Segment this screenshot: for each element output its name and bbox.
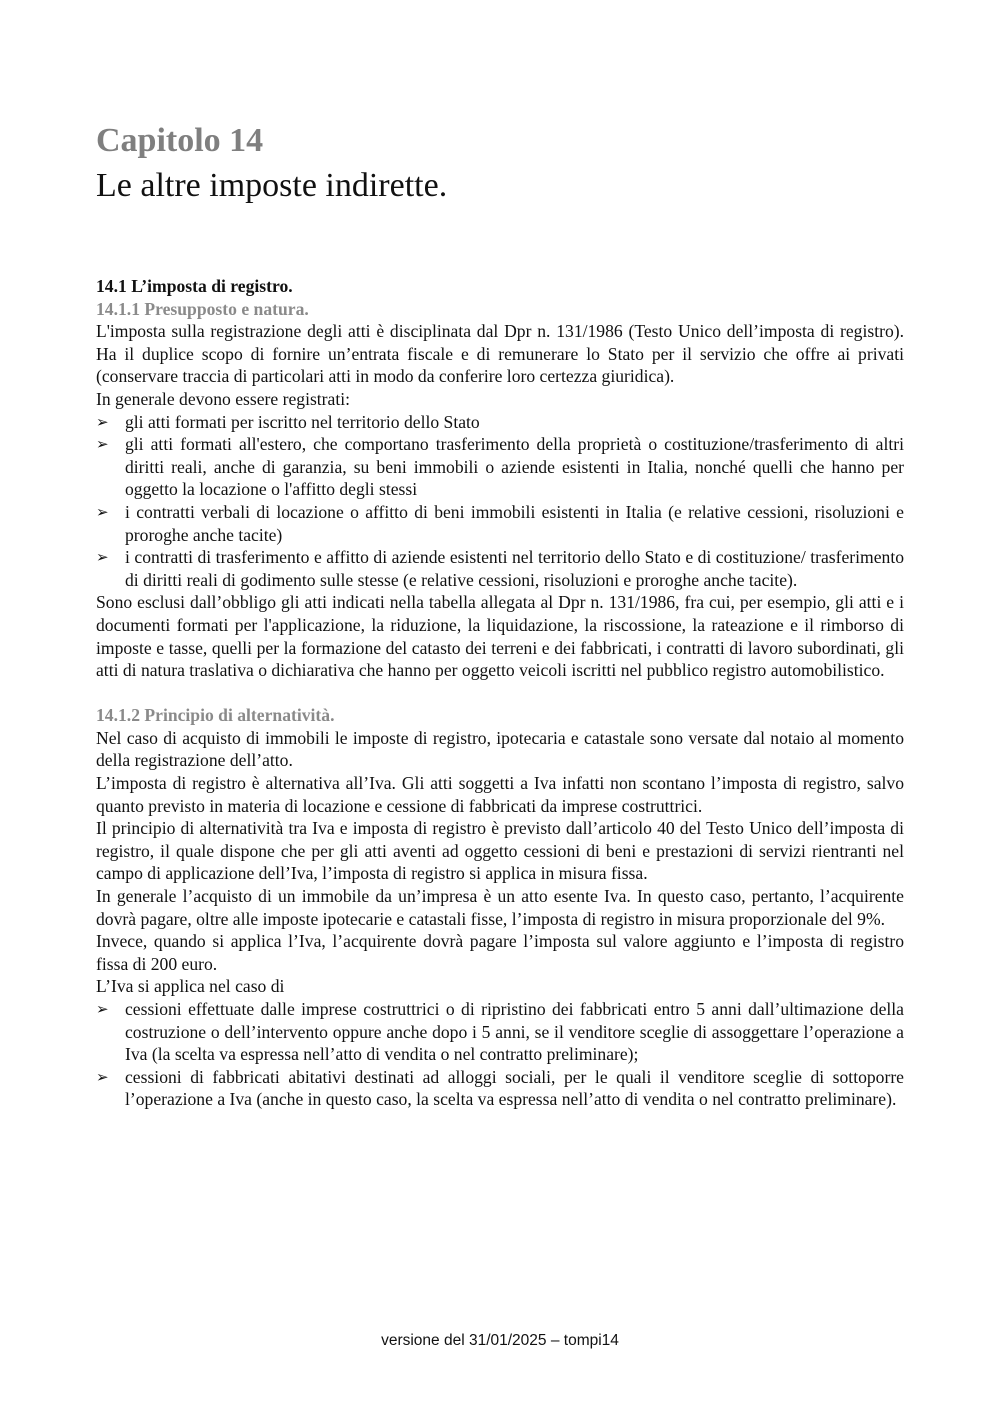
subsection-heading: 14.1.1 Presupposto e natura. bbox=[96, 298, 309, 319]
paragraph: Invece, quando si applica l’Iva, l’acquirente dovrà pagare l’imposta sul valore aggiunto e l’imposta di registro fissa di 200 euro. bbox=[96, 931, 904, 974]
chapter-number: Capitolo 14 bbox=[96, 122, 264, 159]
arrowhead-bullet-icon: ➢ bbox=[96, 1000, 109, 1018]
list-item-text: gli atti formati all'estero, che comportano trasferimento della proprietà o costituzione/trasferimento di altri diritti reali, anche di garanzia, su beni immobili o aziende esistenti in Italia, nonché quelli che hanno per oggetto la locazione o l'affitto degli stessi bbox=[125, 434, 904, 500]
paragraph: Sono esclusi dall’obbligo gli atti indicati nella tabella allegata al Dpr n. 131/1986, fra cui, per esempio, gli atti e i documenti formati per l'applicazione, la riduzione, la liquidazione, la riscossione, la rateazione e il rimborso di imposte e tasse, quelli per la formazione del catasto dei terreni e dei fabbricati, i contratti di lavoro subordinati, gli atti di natura traslativa o dichiarativa che hanno per oggetto veicoli iscritti nel pubblico registro automobilistico. bbox=[96, 592, 904, 681]
chapter-title: Le altre imposte indirette. bbox=[96, 167, 448, 204]
subsection-heading: 14.1.2 Principio di alternatività. bbox=[96, 705, 335, 726]
section-heading: 14.1 L’imposta di registro. bbox=[96, 276, 293, 296]
paragraph: L’imposta di registro è alternativa all’Iva. Gli atti soggetti a Iva infatti non scontano l’imposta di registro, salvo quanto previsto in materia di locazione e cessione di fabbricati da imprese costruttrici. bbox=[96, 773, 904, 816]
document-body bbox=[96, 275, 904, 1111]
paragraph: In generale l’acquisto di un immobile da un’impresa è un atto esente Iva. In questo caso, pertanto, l’acquirente dovrà pagare, oltre alle imposte ipotecarie e catastali fisse, l’imposta di registro in misura proporzionale del 9%. bbox=[96, 886, 904, 929]
arrowhead-bullet-icon: ➢ bbox=[96, 1067, 109, 1086]
list-item bbox=[96, 501, 904, 546]
list-item-text: i contratti di trasferimento e affitto di aziende esistenti nel territorio dello Stato e di costituzione/ trasferimento di diritti reali di godimento sulle stesse (e relative cessioni, risoluzioni e proroghe anche tacite). bbox=[125, 547, 904, 590]
paragraph: Nel caso di acquisto di immobili le imposte di registro, ipotecaria e catastale sono versate dal notaio al momento della registrazione dell’atto. bbox=[96, 727, 904, 771]
list-item bbox=[96, 433, 904, 501]
list-item bbox=[96, 546, 904, 591]
arrowhead-bullet-icon: ➢ bbox=[96, 502, 109, 521]
list-item-text: i contratti verbali di locazione o affitto di beni immobili esistenti in Italia (e relative cessioni, risoluzioni e proroghe anche tacite) bbox=[125, 501, 904, 545]
paragraph: L’Iva si applica nel caso di bbox=[96, 976, 285, 997]
arrowhead-bullet-icon: ➢ bbox=[96, 548, 109, 567]
page-footer: versione del 31/01/2025 – tompi14 bbox=[381, 1332, 619, 1349]
list-item-text: cessioni effettuate dalle imprese costruttrici o di ripristino dei fabbricati entro 5 anni dall’ultimazione della costruzione o dell’intervento oppure anche dopo i 5 anni, se il venditore sceglie di assoggettare l’operazione a Iva (la scelta va espressa nell’atto di vendita o nel contratto preliminare); bbox=[125, 999, 904, 1065]
arrowhead-bullet-icon: ➢ bbox=[96, 412, 109, 431]
list-item bbox=[96, 1066, 904, 1111]
bullet-list bbox=[96, 998, 904, 1111]
bullet-list bbox=[96, 411, 904, 592]
list-item-text: gli atti formati per iscritto nel territorio dello Stato bbox=[125, 411, 480, 432]
paragraph: In generale devono essere registrati: bbox=[96, 388, 351, 409]
spacer bbox=[96, 682, 904, 705]
paragraph: L'imposta sulla registrazione degli atti è disciplinata dal Dpr n. 131/1986 (Testo Unico dell’imposta di registro). Ha il duplice scopo di fornire un’entrata fiscale e di remunerare lo Stato per il servizio che offre ai privati (conservare traccia di particolari atti in modo da conferire loro certezza giuridica). bbox=[96, 321, 904, 387]
list-item bbox=[96, 411, 904, 434]
arrowhead-bullet-icon: ➢ bbox=[96, 435, 109, 454]
list-item-text: cessioni di fabbricati abitativi destinati ad alloggi sociali, per le quali il venditore sceglie di sottoporre l’operazione a Iva (anche in questo caso, la scelta va espressa nell’atto di vendita o nel contratto preliminare). bbox=[125, 1066, 904, 1110]
list-item bbox=[96, 998, 904, 1066]
paragraph: Il principio di alternatività tra Iva e imposta di registro è previsto dall’articolo 40 del Testo Unico dell’imposta di registro, il quale dispone che per gli atti aventi ad oggetto cessioni di beni e prestazioni di servizi rientranti nel campo di applicazione dell’Iva, l’imposta di registro si applica in misura fissa. bbox=[96, 818, 904, 884]
